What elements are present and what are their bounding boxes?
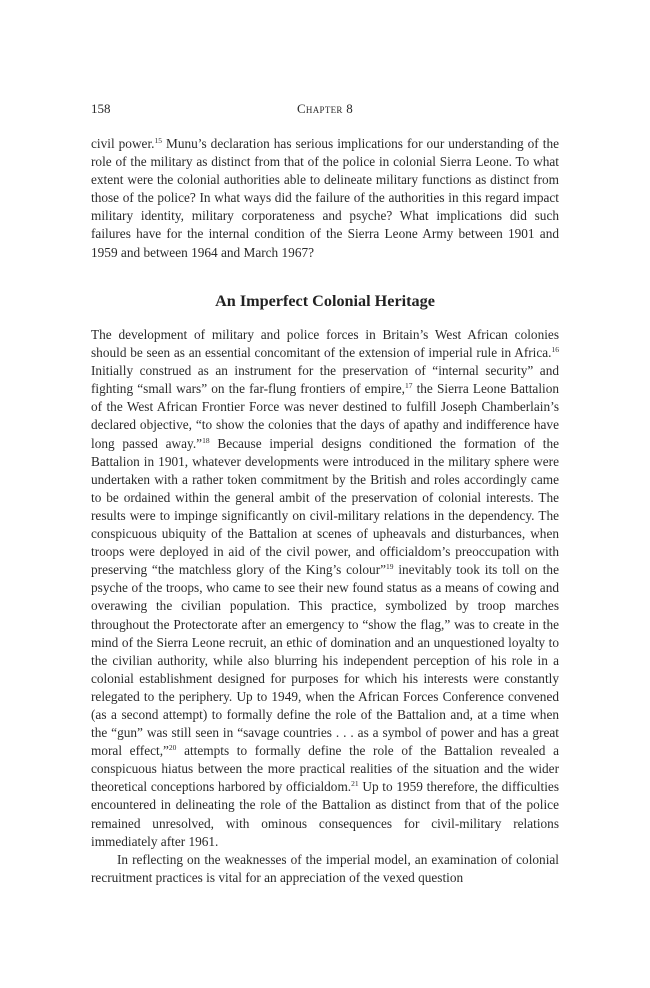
paragraph-text: Up to 1959 therefore, the difficulties encountered in delineating the role of the Battalion as distinct from that of the police remained unresolved, with ominous consequences for civil-military relations immediately after 1961. — [91, 779, 560, 849]
body-text-top — [91, 135, 559, 262]
page-header — [91, 101, 559, 119]
footnote-marker: 20 — [168, 743, 177, 753]
paragraph — [91, 326, 559, 851]
section-heading: An Imperfect Colonial Heritage — [215, 292, 435, 310]
paragraph-text: In reflecting on the weaknesses of the imperial model, an examination of colonial recruitment practices is vital for an appreciation of the vexed question — [91, 851, 559, 885]
footnote-marker: 15 — [154, 136, 162, 145]
footnote-marker: 21 — [351, 779, 359, 789]
body-text-section — [91, 326, 559, 887]
paragraph-text: Initially construed as an instrument for the preservation of “internal security” and fighting “small wars” on the far-flung frontiers of empire, — [91, 363, 559, 397]
paragraph-text: Munu’s declaration has serious implications for our understanding of the role of the military as distinct from that of the police in colonial Sierra Leone. To what extent were the colonial authorities able to delineate military functions as distinct from those of the police? In what ways did the failure of the authorities in this regard impact military identity, military corporateness and psyche? What implications did such failures have for the internal condition of the Sierra Leone Army between 1901 and 1959 and between 1964 and March 1967? — [91, 136, 559, 260]
running-head: Chapter 8 — [296, 101, 354, 116]
paragraph-text: Because imperial designs conditioned the formation of the Battalion in 1901, whatever developments were introduced in the military sphere were undertaken with a rather token commitment by the British and roles accordingly came to be ordained within the general ambit of the preservation of colonial interests. The results were to impinge significantly on civil-military relations in the dependency. The conspicuous ubiquity of the Battalion at scenes of upheavals and disturbances, when troops were deployed in aid of the civil power, and officialdom’s preoccupation with preserving “the matchless glory of the King’s colour” — [91, 435, 560, 578]
paragraph-text: The development of military and police forces in Britain’s West African colonies should be seen as an essential concomitant of the extension of imperial rule in Africa. — [91, 327, 559, 361]
paragraph-continued — [91, 135, 559, 262]
paragraph — [91, 851, 559, 887]
paragraph-text: the Sierra Leone Battalion of the West African Frontier Force was never destined to fulfill Joseph Chamberlain’s declared objective, “to show the colonies that the days of apathy and indifference have long passed away.” — [91, 381, 560, 451]
footnote-marker: 17 — [404, 381, 413, 391]
footnote-marker: 19 — [386, 562, 394, 572]
footnote-marker: 16 — [551, 345, 559, 355]
paragraph-text: civil power. — [91, 136, 155, 151]
footnote-marker: 18 — [202, 435, 210, 445]
page-number: 158 — [91, 101, 111, 116]
paragraph-text: inevitably took its toll on the psyche of the troops, who came to see their new found status as a means of cowing and overawing the civilian population. This practice, symbolized by troop marches throughout the Protectorate after an emergency to “show the flag,” was to create in the mind of the Sierra Leone recruit, an ethic of domination and an unquestioned loyalty to the civilian authority, while also blurring his independent perception of his role in a colonial establishment designed for purposes for which his interests were constantly relegated to the periphery. Up to 1949, when the African Forces Conference convened (as a second attempt) to formally define the role of the Battalion and, at a time when the “gun” was still seen in “savage countries . . . as a symbol of power and has a great moral effect,” — [91, 562, 559, 759]
paragraph-text: attempts to formally define the role of the Battalion revealed a conspicuous hiatus between the more practical realities of the situation and the wider theoretical conceptions harbored by officialdom. — [91, 743, 559, 795]
